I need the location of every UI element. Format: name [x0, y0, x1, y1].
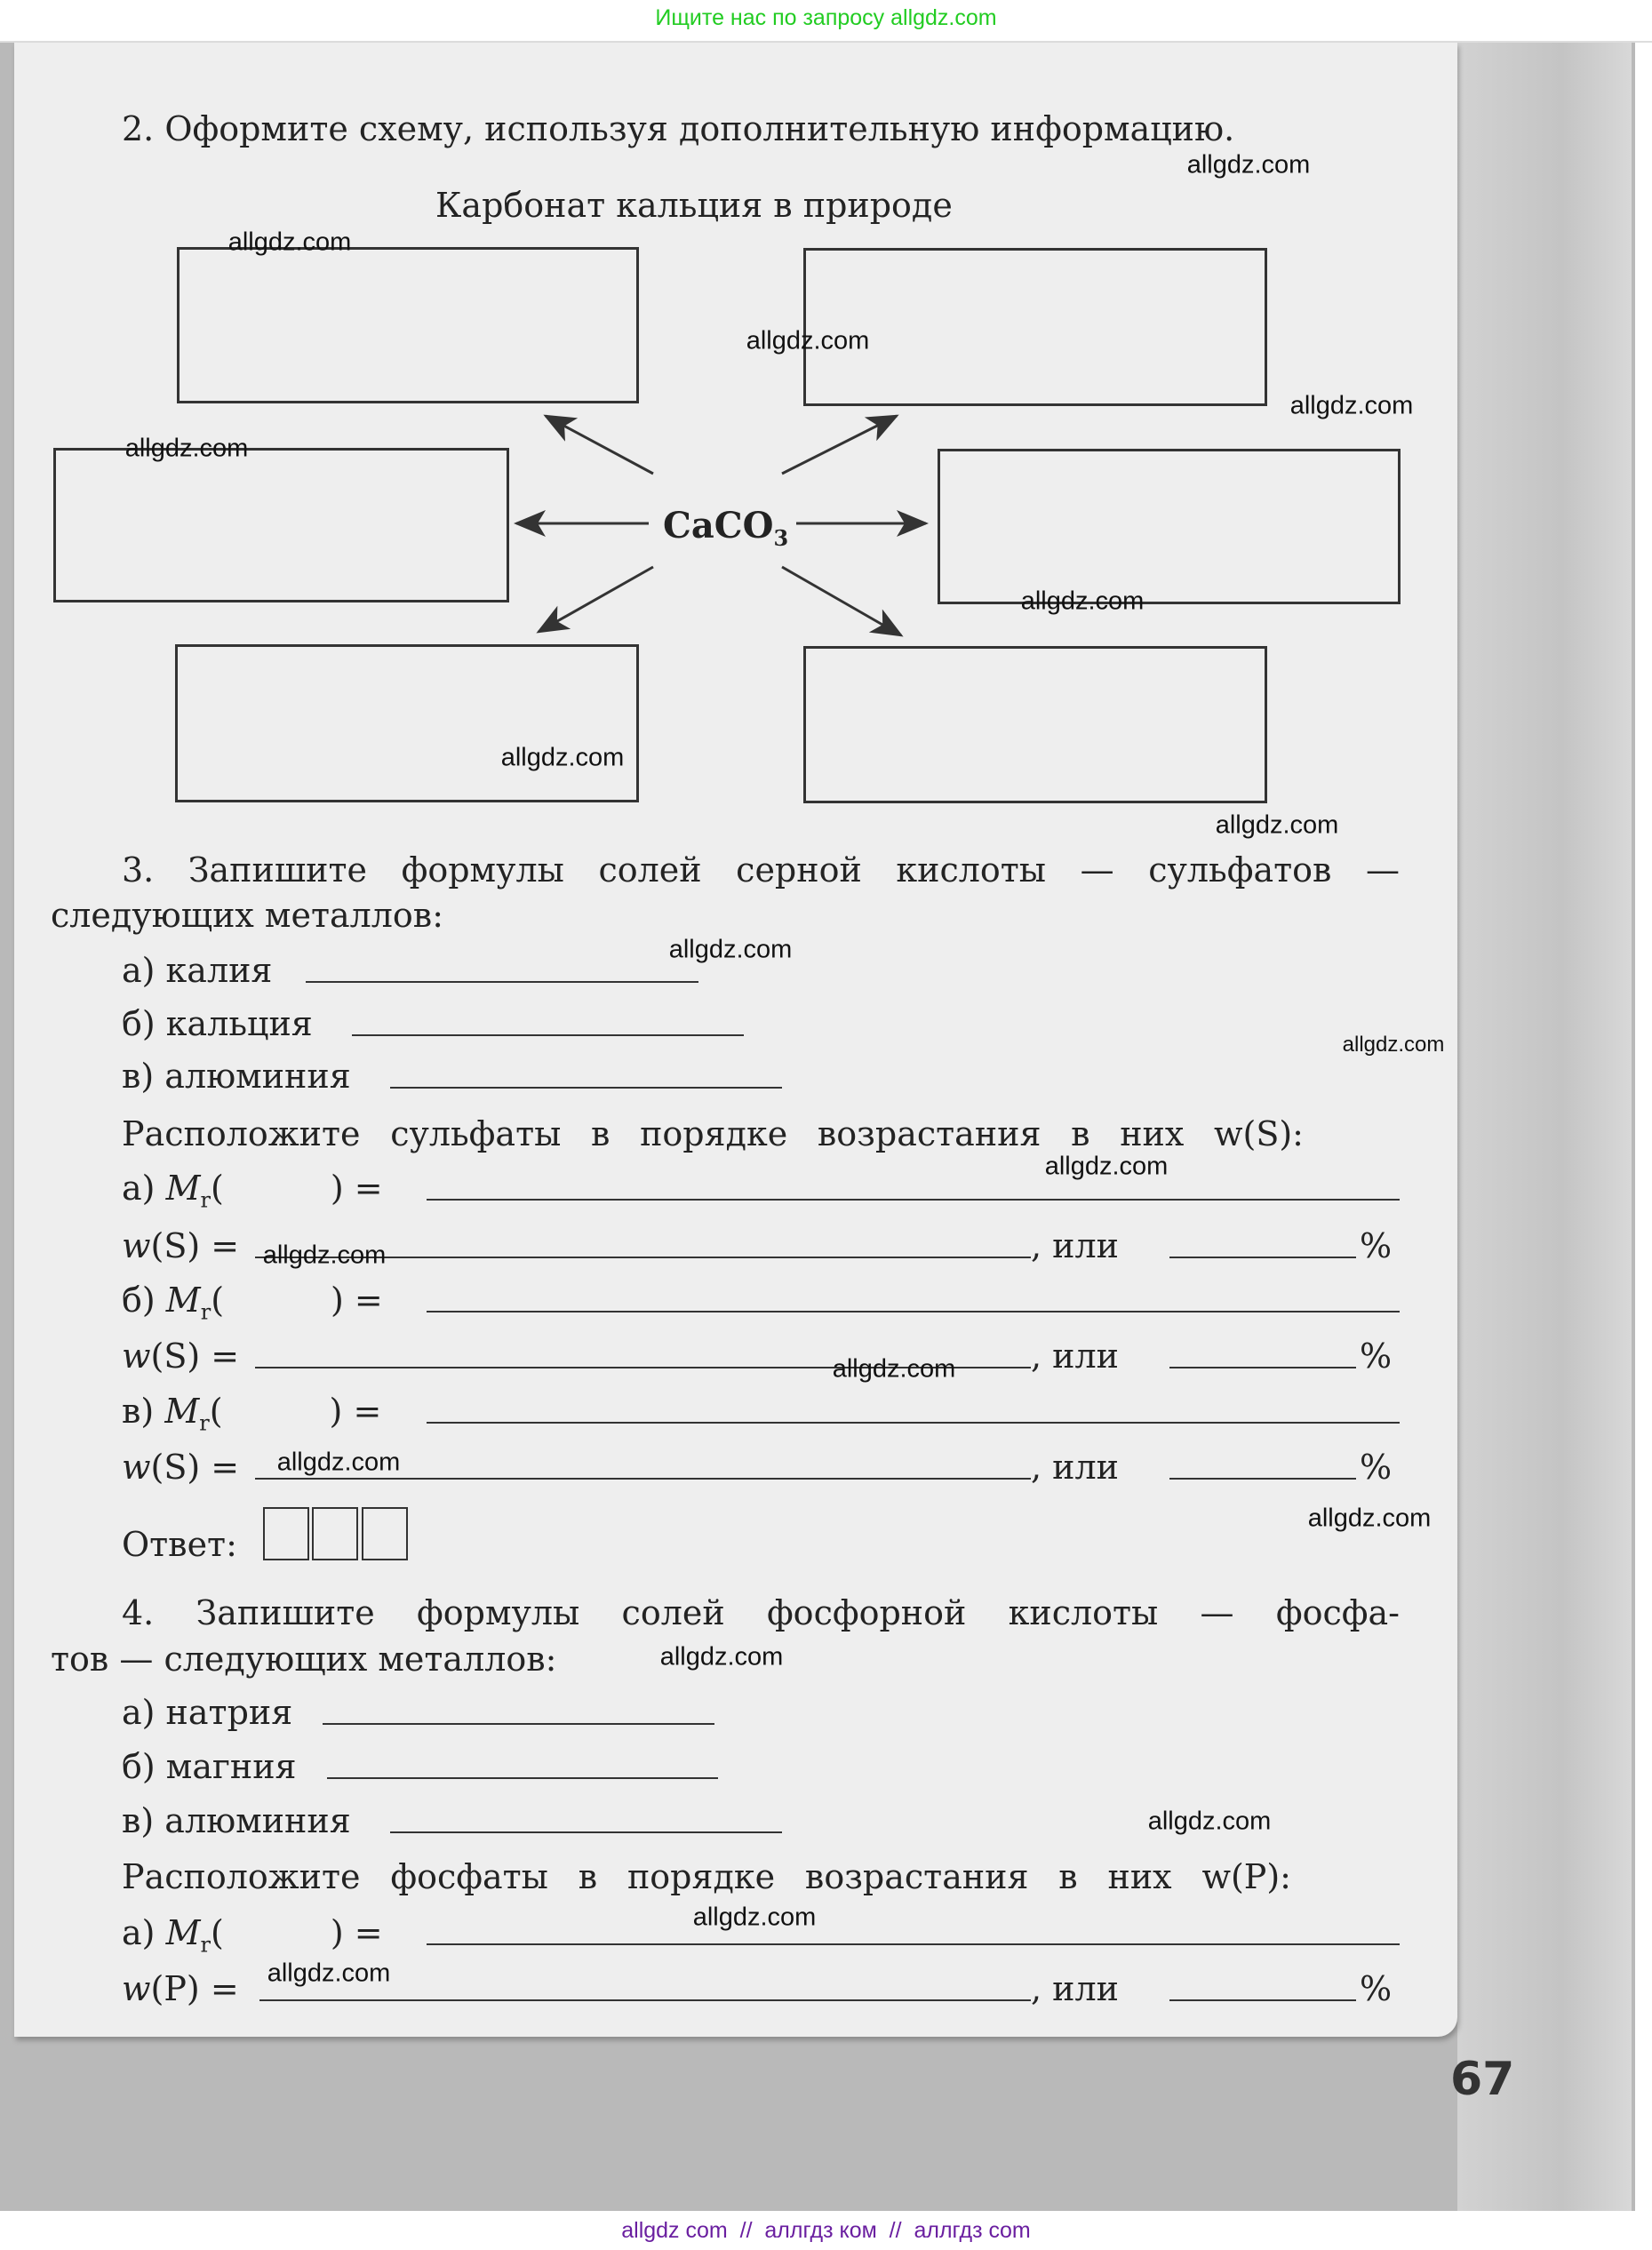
page-number: 67	[1450, 2053, 1515, 2106]
task4-order: Расположите фосфаты в порядке возрастания в них w(P):	[122, 1857, 1291, 1896]
task2-title: 2. Оформите схему, используя дополнительную информацию.	[122, 109, 1235, 148]
task4-line2: тов — следующих металлов:	[51, 1640, 557, 1679]
mr-symbol: M	[165, 1913, 201, 1952]
formula-subscript: 3	[773, 525, 789, 551]
w-row-a	[122, 1225, 239, 1267]
watermark: allgdz.com	[1342, 1033, 1445, 1057]
percent-line-b[interactable]	[1169, 1367, 1356, 1368]
w-el: (S) =	[150, 1226, 240, 1265]
answer-line-calcium[interactable]	[352, 1034, 744, 1036]
paren-eq: ) =	[329, 1392, 382, 1431]
mr-sub: r	[200, 1299, 211, 1325]
banner-text: Ищите нас по запросу allgdz.com	[655, 5, 997, 30]
mr-row-a	[122, 1167, 383, 1222]
mr-line-a[interactable]	[427, 1199, 1400, 1201]
w-line-p[interactable]	[259, 1999, 1031, 2001]
paren: (	[210, 1913, 224, 1952]
watermark: allgdz.com	[276, 1448, 401, 1477]
task3-order: Расположите сульфаты в порядке возрастания в них w(S):	[122, 1114, 1304, 1153]
mr-line-b[interactable]	[427, 1311, 1400, 1312]
watermark: allgdz.com	[267, 1959, 391, 1988]
w-el: (P) =	[150, 1969, 239, 2008]
paren-eq: ) =	[330, 1913, 383, 1952]
mr-row-p	[122, 1911, 383, 1967]
w-row-p	[122, 1967, 239, 2010]
or-a: , или	[1031, 1226, 1119, 1265]
task3-item-a: а) калия	[122, 951, 273, 990]
watermark: allgdz.com	[1215, 810, 1339, 840]
footer-text: allgdz com // аллгдз ком // аллгдз com	[621, 2218, 1031, 2243]
task4-item-c: в) алюминия	[122, 1801, 351, 1840]
w-row-c	[122, 1446, 239, 1488]
percent-a: %	[1360, 1226, 1393, 1265]
task4-line1: 4. Запишите формулы солей фосфорной кислоты — фосфа-	[122, 1593, 1400, 1632]
answer-box-2[interactable]	[312, 1507, 358, 1560]
watermark: allgdz.com	[1307, 1504, 1432, 1533]
watermark: allgdz.com	[659, 1642, 784, 1672]
task3-item-c: в) алюминия	[122, 1057, 351, 1096]
mr-sub: r	[200, 1187, 211, 1213]
answer-line-aluminium-phosphate[interactable]	[390, 1831, 782, 1833]
paren-eq: ) =	[330, 1169, 383, 1208]
watermark: allgdz.com	[1186, 150, 1311, 180]
mr-symbol: M	[164, 1392, 200, 1431]
arrow-top-left	[546, 416, 653, 474]
w-symbol: w	[122, 1969, 151, 2008]
mr-row-c	[122, 1390, 381, 1445]
paren: (	[210, 1169, 224, 1208]
or-b: , или	[1031, 1336, 1119, 1376]
answer-line-magnesium[interactable]	[327, 1777, 718, 1779]
mr-symbol: M	[165, 1281, 201, 1320]
w-line-c[interactable]	[255, 1478, 1031, 1480]
watermark: allgdz.com	[832, 1354, 956, 1384]
task3-line1: 3. Запишите формулы солей серной кислоты — сульфатов —	[122, 850, 1400, 890]
watermark: allgdz.com	[262, 1241, 387, 1270]
mr-line-p[interactable]	[427, 1943, 1400, 1945]
answer-label: Ответ:	[122, 1525, 237, 1564]
percent-c: %	[1360, 1448, 1393, 1487]
percent-line-a[interactable]	[1169, 1257, 1356, 1258]
task4-item-a: а) натрия	[122, 1693, 293, 1732]
paren: (	[209, 1392, 223, 1431]
percent-b: %	[1360, 1336, 1393, 1376]
arrow-top-right	[782, 416, 897, 474]
w-symbol: w	[122, 1448, 151, 1487]
mr-label: а)	[122, 1913, 156, 1952]
percent-line-c[interactable]	[1169, 1478, 1356, 1480]
arrow-bottom-left	[539, 567, 653, 632]
bottom-footer	[0, 2211, 1652, 2250]
mr-line-c[interactable]	[427, 1422, 1400, 1424]
mr-label: а)	[122, 1169, 156, 1208]
percent-p: %	[1360, 1969, 1393, 2008]
mr-symbol: M	[165, 1169, 201, 1208]
formula-text: CaCO	[663, 505, 774, 547]
answer-box-3[interactable]	[362, 1507, 408, 1560]
mr-sub: r	[199, 1410, 210, 1436]
percent-line-p[interactable]	[1169, 1999, 1356, 2001]
watermark: allgdz.com	[1020, 586, 1145, 616]
watermark: allgdz.com	[1289, 391, 1414, 420]
watermark: allgdz.com	[1044, 1152, 1169, 1181]
task3-item-b: б) кальция	[122, 1004, 313, 1043]
task4-item-b: б) магния	[122, 1747, 297, 1786]
mr-row-b	[122, 1279, 383, 1334]
watermark: allgdz.com	[500, 743, 625, 772]
paren: (	[211, 1281, 225, 1320]
or-p: , или	[1031, 1969, 1119, 2008]
answer-line-potassium[interactable]	[306, 981, 698, 983]
paren-eq: ) =	[331, 1281, 383, 1320]
watermark: allgdz.com	[124, 434, 249, 463]
watermark: allgdz.com	[746, 326, 870, 355]
answer-line-sodium[interactable]	[323, 1723, 714, 1725]
mr-label: в)	[122, 1392, 155, 1431]
answer-line-aluminium[interactable]	[390, 1087, 782, 1089]
scheme-title: Карбонат кальция в природе	[435, 186, 953, 225]
mr-sub: r	[200, 1932, 211, 1958]
or-c: , или	[1031, 1448, 1119, 1487]
arrow-bottom-right	[782, 567, 901, 635]
watermark: allgdz.com	[1147, 1807, 1272, 1836]
w-el: (S) =	[150, 1448, 240, 1487]
watermark: allgdz.com	[227, 227, 352, 257]
watermark: allgdz.com	[692, 1903, 817, 1932]
w-el: (S) =	[150, 1336, 240, 1376]
w-row-b	[122, 1335, 239, 1377]
task3-line2: следующих металлов:	[51, 896, 443, 935]
watermark: allgdz.com	[668, 935, 793, 964]
w-symbol: w	[122, 1226, 151, 1265]
mr-label: б)	[122, 1281, 156, 1320]
w-symbol: w	[122, 1336, 151, 1376]
answer-box-1[interactable]	[263, 1507, 309, 1560]
